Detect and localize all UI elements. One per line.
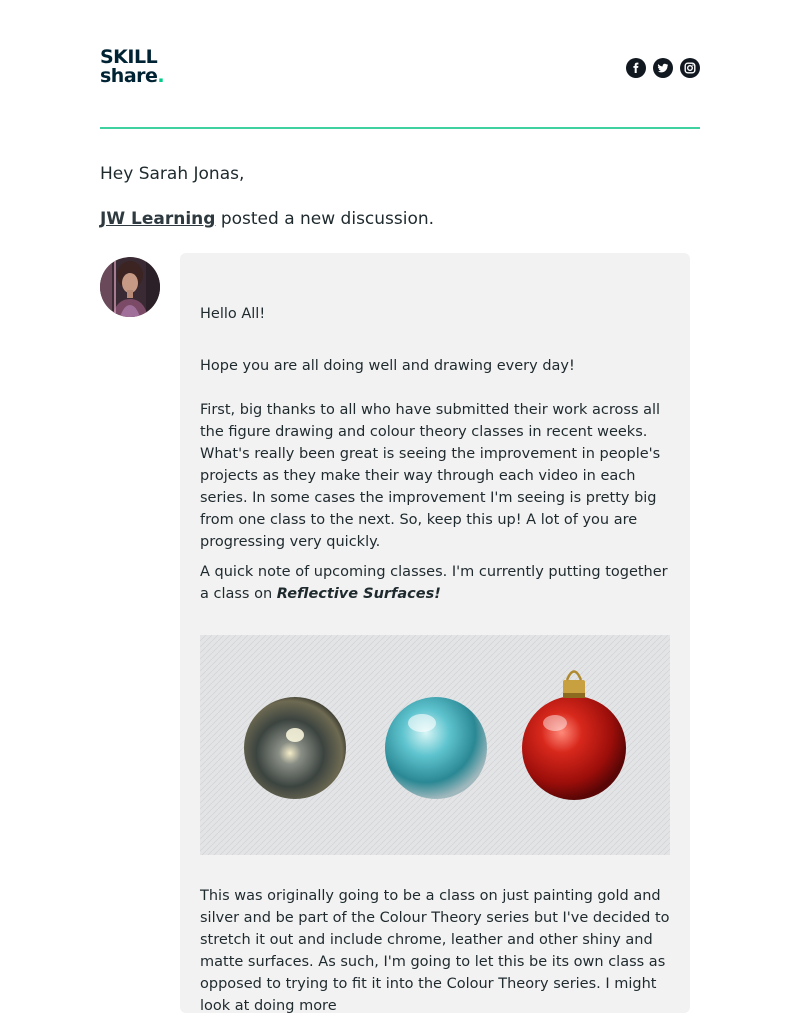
skillshare-logo[interactable]: [100, 48, 190, 90]
logo-line-2: share.: [100, 65, 165, 87]
greeting: Hey Sarah Jonas,: [100, 164, 245, 184]
logo-line-1: SKILL: [100, 46, 158, 68]
author-avatar[interactable]: [100, 257, 160, 317]
post-paragraph-details: This was originally going to be a class on just painting gold and silver and be part of the Colour Theory series but I've decided to stretch it out and include chrome, leather and other shiny and matte surfaces. As such, I'm going to let this be its own class as opposed to trying to fit it into the Colour Theory series. I might look at doing more: [200, 888, 670, 1014]
author-link[interactable]: JW Learning: [100, 209, 216, 229]
discussion-intro: [100, 209, 434, 229]
header-divider: [100, 127, 700, 129]
instagram-icon[interactable]: [680, 58, 700, 78]
post-paragraph-hope: Hope you are all doing well and drawing every day!: [200, 358, 575, 374]
post-paragraph-thanks: First, big thanks to all who have submitted their work across all the figure drawing and colour theory classes in recent weeks. What's really been great is seeing the improvement in people's projects as they make their way through each video in each series. In some cases the improvement I'm seeing is pretty big from one class to the next. So, keep this up! A lot of you are progressing very quickly.: [200, 402, 661, 550]
discussion-card: [180, 253, 690, 1013]
social-links: [626, 58, 700, 78]
facebook-icon[interactable]: [626, 58, 646, 78]
reflective-ornaments-image: [200, 635, 670, 855]
intro-text: posted a new discussion.: [215, 209, 435, 229]
post-greeting: Hello All!: [200, 306, 266, 322]
post-paragraph-upcoming: A quick note of upcoming classes. I'm currently putting together a class on Reflective Surfaces!: [200, 564, 668, 602]
class-title-emphasis: Reflective Surfaces!: [276, 586, 441, 602]
twitter-icon[interactable]: [653, 58, 673, 78]
